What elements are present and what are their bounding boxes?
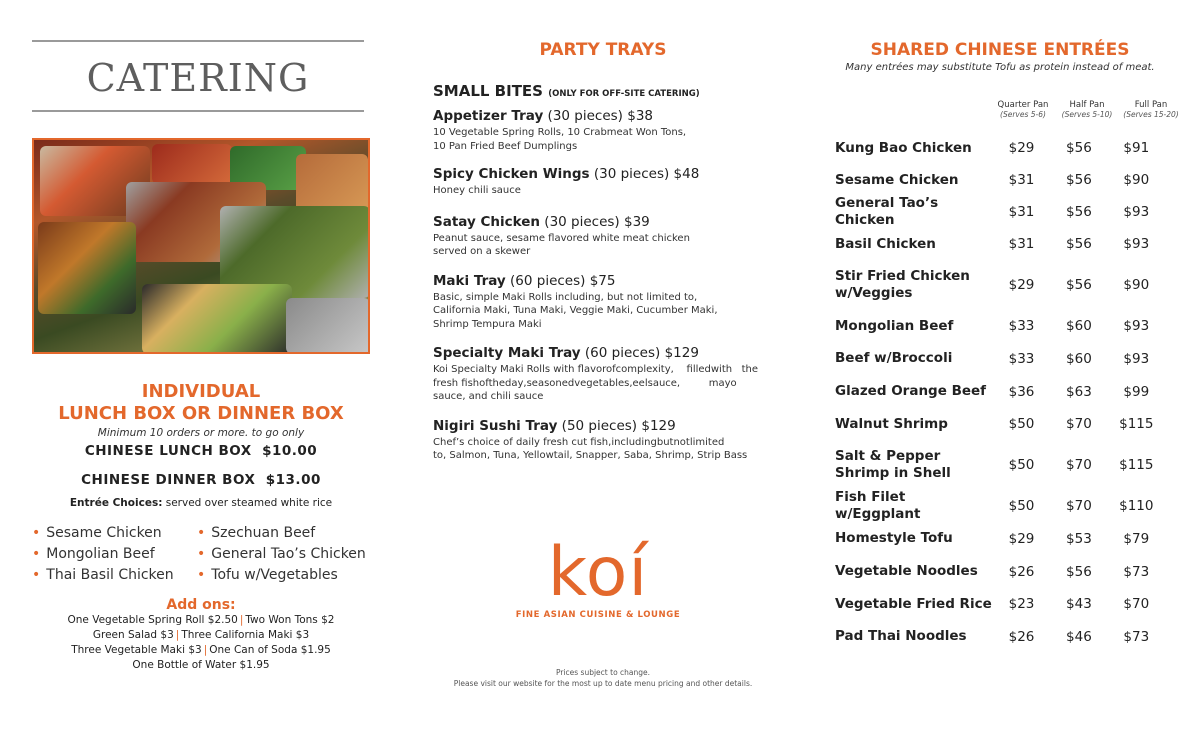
entree-price: $46 [1066, 628, 1092, 645]
entree-price: $91 [1123, 140, 1150, 156]
catering-title: CATERING [86, 56, 310, 100]
addon-line: Three Vegetable Maki $3 | One Can of Soda $1.95 [71, 644, 331, 656]
entree-price: $33 [1008, 318, 1035, 334]
list-item: • Thai Basil Chicken [32, 567, 174, 583]
tray-item [433, 166, 773, 198]
box-heading-line2: LUNCH BOX OR DINNER BOX [58, 403, 344, 424]
entree-price: $53 [1066, 530, 1092, 547]
tray-price: (30 pieces) $38 [543, 108, 654, 124]
entree-price: $70 [1066, 457, 1092, 473]
tray-name: Specialty Maki Tray [433, 345, 581, 361]
logo-tagline: FINE ASIAN CUISINE & LOUNGE [515, 610, 681, 620]
tray-item [433, 418, 773, 463]
entree-price: $29 [1008, 530, 1035, 547]
tray-item [433, 345, 773, 404]
tray-price: (60 pieces) $129 [580, 345, 699, 361]
tray-price: (50 pieces) $129 [557, 417, 676, 434]
entree-price: $50 [1008, 498, 1035, 514]
entree-choice-list [32, 525, 370, 583]
table-row [835, 490, 1165, 522]
entree-name: Stir Fried Chicken w/Veggies [835, 268, 970, 301]
tray-name: Appetizer Tray [433, 108, 544, 124]
tray-description: Basic, simple Maki Rolls including, but not limited to, California Maki, Tuna Maki, Veggie Maki, Cucumber Maki, Shrimp Tempura Maki [433, 291, 718, 330]
catering-column [32, 40, 370, 673]
entree-price: $79 [1123, 530, 1150, 547]
column-header: Half Pan (Serves 5-10) [1061, 100, 1113, 119]
tray-name: Maki Tray [433, 272, 506, 289]
entree-price: $56 [1066, 204, 1092, 220]
list-item: • General Tao’s Chicken [197, 546, 366, 562]
tray-description: Honey chili sauce [433, 185, 521, 196]
column-header: Quarter Pan (Serves 5-6) [997, 100, 1049, 119]
entree-price: $70 [1123, 596, 1150, 612]
addon-line: One Bottle of Water $1.95 [132, 659, 270, 671]
entree-price: $43 [1066, 596, 1092, 612]
entree-name: Vegetable Fried Rice [835, 595, 992, 612]
entree-price: $63 [1066, 383, 1092, 400]
bullet-icon: • [32, 525, 41, 541]
tray-price: (30 pieces) $48 [589, 166, 700, 182]
top-rule [32, 40, 364, 42]
shared-entrees-column [835, 40, 1179, 645]
tray-description: Koi Specialty Maki Rolls with flavorofcomplexity, filledwith the fresh fishoftheday,seasonedvegetables,eelsauce, mayo sauce, and chili sauce [433, 364, 759, 402]
table-row [835, 522, 1165, 555]
entree-price: $56 [1066, 140, 1092, 156]
entree-price: $56 [1066, 563, 1092, 580]
entree-price: $70 [1066, 416, 1092, 432]
table-row [835, 588, 1165, 620]
entree-name: Kung Bao Chicken [835, 139, 972, 156]
entree-price: $50 [1008, 457, 1035, 473]
entree-choices-text: served over steamed white rice [162, 497, 333, 509]
entree-name: Salt & Pepper Shrimp in Shell [835, 448, 951, 481]
bottom-rule [32, 110, 364, 112]
box-minimum-note: Minimum 10 orders or more. to go only [97, 427, 305, 439]
entree-price: $93 [1123, 204, 1150, 220]
table-row [835, 555, 1165, 588]
entree-price: $56 [1066, 277, 1092, 293]
entree-name: Beef w/Broccoli [835, 350, 953, 366]
list-item: • Sesame Chicken [32, 525, 162, 541]
entree-price: $56 [1066, 236, 1092, 252]
table-row [835, 132, 1165, 164]
entree-name: General Tao’s Chicken [835, 195, 939, 228]
entree-price: $115 [1119, 416, 1154, 432]
shared-entrees-subtitle: Many entrées may substitute Tofu as protein instead of meat. [845, 62, 1155, 73]
tray-price: (30 pieces) $39 [540, 213, 650, 230]
entree-price: $31 [1008, 236, 1035, 252]
entree-price: $93 [1123, 350, 1150, 367]
tray-description: 10 Vegetable Spring Rolls, 10 Crabmeat Won Tons, 10 Pan Fried Beef Dumplings [433, 127, 687, 152]
entree-name: Fish Filet w/Eggplant [835, 489, 921, 522]
dinner-box-price: CHINESE DINNER BOX $13.00 [81, 472, 321, 488]
table-row [835, 342, 1165, 375]
small-bites-note: (ONLY FOR OFF-SITE CATERING) [548, 89, 700, 99]
tray-description: Peanut sauce, sesame flavored white meat chicken served on a skewer [433, 232, 690, 257]
entree-choices [32, 497, 370, 509]
table-row [835, 375, 1165, 408]
entree-price: $36 [1008, 383, 1035, 400]
entree-price: $99 [1123, 383, 1150, 400]
entree-price: $70 [1066, 498, 1092, 514]
tray-item [433, 273, 773, 332]
tray-name: Spicy Chicken Wings [433, 166, 590, 182]
entree-price: $93 [1123, 236, 1150, 252]
list-item: • Tofu w/Vegetables [197, 567, 338, 583]
entree-price: $26 [1008, 563, 1035, 580]
entree-price: $33 [1008, 350, 1035, 367]
tray-price: (60 pieces) $75 [505, 272, 616, 289]
entree-name: Homestyle Tofu [835, 530, 953, 546]
entree-price: $60 [1066, 350, 1092, 367]
entree-price: $73 [1123, 563, 1150, 580]
tray-item [433, 108, 773, 153]
bullet-icon: • [197, 546, 206, 562]
logo-wordmark: koí [547, 533, 649, 612]
tray-item [433, 214, 773, 259]
bullet-icon: • [197, 525, 206, 541]
price-column-headers [991, 100, 1183, 120]
table-row [835, 228, 1165, 260]
table-row [835, 408, 1165, 440]
table-row [835, 310, 1165, 342]
entree-name: Mongolian Beef [835, 317, 954, 334]
table-row [835, 440, 1165, 490]
entree-name: Glazed Orange Beef [835, 383, 987, 399]
tray-name: Nigiri Sushi Tray [433, 417, 558, 434]
bullet-icon: • [32, 546, 41, 562]
entree-price: $60 [1066, 318, 1092, 334]
bullet-icon: • [197, 567, 206, 583]
small-bites-heading: SMALL BITES (ONLY FOR OFF-SITE CATERING) [433, 82, 700, 100]
shared-entrees-title: SHARED CHINESE ENTRÉES [870, 40, 1130, 60]
entree-price: $115 [1119, 457, 1154, 473]
addon-line: One Vegetable Spring Roll $2.50 | Two Won Tons $2 [67, 614, 335, 626]
party-trays-column [433, 40, 773, 688]
entree-name: Walnut Shrimp [835, 415, 948, 432]
entree-price: $31 [1008, 172, 1035, 188]
bullet-icon: • [32, 567, 41, 583]
entree-price: $90 [1123, 172, 1150, 188]
entree-choices-label: Entrée Choices: [69, 497, 163, 509]
table-row [835, 260, 1165, 310]
prices-note: Prices subject to change. Please visit our website for the most up to date menu pricing and other details. [453, 668, 753, 688]
entree-price: $56 [1066, 172, 1092, 188]
box-heading [32, 381, 370, 425]
table-row [835, 620, 1165, 653]
koi-logo [513, 533, 683, 620]
tray-name: Satay Chicken [433, 213, 541, 230]
entree-price-table [835, 132, 1165, 653]
addons-title: Add ons: [166, 597, 236, 613]
entree-price: $93 [1123, 318, 1150, 334]
entree-name: Sesame Chicken [835, 171, 959, 188]
entree-name: Basil Chicken [835, 235, 936, 252]
entree-price: $29 [1008, 277, 1035, 293]
entree-price: $73 [1123, 628, 1150, 645]
addon-line: Green Salad $3 | Three California Maki $3 [92, 629, 310, 641]
entree-price: $110 [1119, 498, 1154, 514]
entree-name: Pad Thai Noodles [835, 628, 967, 644]
tray-description: Chef’s choice of daily fresh cut fish,includingbutnotlimited to, Salmon, Tuna, Yellowtail, Snapper, Saba, Shrimp, Strip Bass [433, 436, 748, 461]
column-header: Full Pan (Serves 15-20) [1123, 100, 1179, 119]
entree-name: Vegetable Noodles [835, 563, 978, 579]
entree-price: $31 [1008, 204, 1035, 220]
box-heading-line1: INDIVIDUAL [141, 381, 261, 402]
table-row [835, 164, 1165, 196]
entree-price: $50 [1008, 416, 1035, 432]
list-item: • Mongolian Beef [32, 546, 155, 562]
lunch-box-price: CHINESE LUNCH BOX $10.00 [84, 443, 318, 459]
party-trays-title: PARTY TRAYS [539, 40, 667, 60]
list-item: • Szechuan Beef [197, 525, 316, 541]
entree-price: $29 [1008, 140, 1035, 156]
entree-price: $90 [1123, 277, 1150, 293]
entree-price: $23 [1008, 596, 1035, 612]
catering-trays-photo [32, 138, 370, 354]
table-row [835, 196, 1165, 228]
entree-price: $26 [1008, 628, 1035, 645]
